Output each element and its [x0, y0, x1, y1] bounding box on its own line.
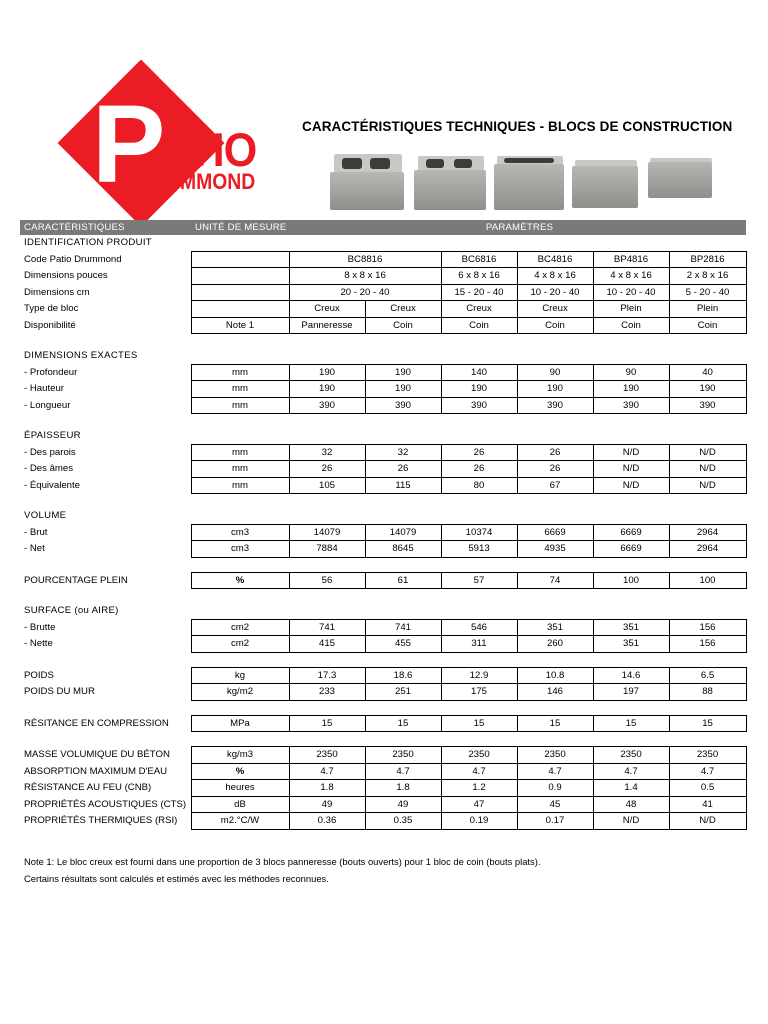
table-cell: 0.17 — [517, 813, 593, 830]
table-cell: 390 — [517, 397, 593, 414]
patio-drummond-logo — [58, 83, 278, 206]
table-cell: 10.8 — [517, 667, 593, 684]
table-cell: 67 — [517, 477, 593, 494]
table-cell: 26 — [517, 461, 593, 478]
table-cell: 351 — [593, 619, 669, 636]
table-cell: 47 — [441, 796, 517, 813]
table-cell: N/D — [669, 477, 746, 494]
header-caracteristiques: CARACTÉRISTIQUES — [20, 220, 191, 235]
table-cell: 2350 — [289, 747, 365, 764]
table-cell: 190 — [289, 381, 365, 398]
table-row — [20, 747, 746, 764]
unit-cell: heures — [191, 780, 289, 797]
table-row — [20, 572, 746, 589]
section-epaisseur — [20, 428, 746, 444]
unit-cell: % — [191, 763, 289, 780]
table-cell: 2350 — [365, 747, 441, 764]
table-cell: 90 — [593, 364, 669, 381]
table-cell: 2964 — [669, 524, 746, 541]
unit-cell: mm — [191, 381, 289, 398]
row-label: - Brutte — [24, 621, 56, 633]
table-cell: 14079 — [289, 524, 365, 541]
unit-cell: mm — [191, 461, 289, 478]
row-label: PROPRIÉTÉS THERMIQUES (RSI) — [24, 815, 178, 827]
row-label: RÉSITANCE EN COMPRESSION — [24, 717, 169, 729]
unit-cell: kg — [191, 667, 289, 684]
row-label: - Profondeur — [24, 366, 78, 378]
block-image-bc6816 — [414, 156, 486, 210]
row-label: PROPRIÉTÉS ACOUSTIQUES (CTS) — [24, 798, 187, 810]
unit-cell: m2.°C/W — [191, 813, 289, 830]
table-cell: 5913 — [441, 541, 517, 558]
table-row — [20, 796, 746, 813]
row-label: - Net — [24, 543, 45, 555]
table-cell: 100 — [593, 572, 669, 589]
table-cell: 10374 — [441, 524, 517, 541]
table-cell: 311 — [441, 636, 517, 653]
row-label: POIDS DU MUR — [24, 686, 95, 698]
logo-letter-p: P — [92, 83, 164, 206]
table-cell: 741 — [289, 619, 365, 636]
table-cell: Coin — [441, 317, 517, 334]
table-cell: Panneresse — [289, 317, 365, 334]
table-row — [20, 763, 746, 780]
table-cell: 15 - 20 - 40 — [441, 284, 517, 301]
unit-cell: MPa — [191, 715, 289, 732]
table-cell: 26 — [289, 461, 365, 478]
table-cell: 17.3 — [289, 667, 365, 684]
table-cell: 4.7 — [593, 763, 669, 780]
table-row — [20, 317, 746, 334]
table-cell: 546 — [441, 619, 517, 636]
table-cell: 0.19 — [441, 813, 517, 830]
table-cell: 15 — [517, 715, 593, 732]
table-cell: 88 — [669, 684, 746, 701]
table-cell: 4.7 — [289, 763, 365, 780]
table-cell: 0.35 — [365, 813, 441, 830]
row-label: - Hauteur — [24, 383, 64, 395]
table-cell: 15 — [669, 715, 746, 732]
table-cell: 2350 — [517, 747, 593, 764]
table-row — [20, 364, 746, 381]
table-cell: N/D — [593, 813, 669, 830]
table-cell: 115 — [365, 477, 441, 494]
table-cell: 10 - 20 - 40 — [517, 284, 593, 301]
section-surface — [20, 603, 746, 619]
row-label: POURCENTAGE PLEIN — [24, 574, 128, 586]
unit-cell: mm — [191, 444, 289, 461]
table-row — [20, 381, 746, 398]
table-cell: N/D — [593, 461, 669, 478]
table-cell: Coin — [365, 317, 441, 334]
table-cell: 10 - 20 - 40 — [593, 284, 669, 301]
logo-text-atio: ATIO — [160, 123, 257, 176]
row-label: - Équivalente — [24, 479, 80, 491]
table-cell: 6669 — [517, 524, 593, 541]
table-cell: 351 — [517, 619, 593, 636]
table-cell: 190 — [289, 364, 365, 381]
table-row — [20, 461, 746, 478]
table-cell: 14079 — [365, 524, 441, 541]
table-cell: 100 — [669, 572, 746, 589]
table-cell: 4.7 — [517, 763, 593, 780]
table-cell: 4935 — [517, 541, 593, 558]
table-cell: 80 — [441, 477, 517, 494]
unit-cell: mm — [191, 477, 289, 494]
row-label: - Des âmes — [24, 463, 74, 475]
table-cell: 4.7 — [669, 763, 746, 780]
table-cell: 1.8 — [289, 780, 365, 797]
table-cell: Coin — [669, 317, 746, 334]
concrete-blocks-illustration — [330, 148, 722, 214]
table-cell: 12.9 — [441, 667, 517, 684]
table-cell: 32 — [289, 444, 365, 461]
table-cell: 4 x 8 x 16 — [517, 268, 593, 285]
table-cell: BC6816 — [441, 251, 517, 268]
table-cell: 390 — [365, 397, 441, 414]
table-cell: 2350 — [669, 747, 746, 764]
table-cell: 26 — [517, 444, 593, 461]
unit-cell: Note 1 — [191, 317, 289, 334]
table-cell: 260 — [517, 636, 593, 653]
table-cell: BC8816 — [289, 251, 441, 268]
table-cell: 197 — [593, 684, 669, 701]
table-cell: N/D — [669, 444, 746, 461]
unit-cell: dB — [191, 796, 289, 813]
table-header-row — [20, 220, 746, 235]
table-cell: 4.7 — [441, 763, 517, 780]
table-cell: BC4816 — [517, 251, 593, 268]
unit-cell: kg/m3 — [191, 747, 289, 764]
table-cell: 390 — [593, 397, 669, 414]
table-row — [20, 667, 746, 684]
table-row — [20, 268, 746, 285]
table-cell: 4.7 — [365, 763, 441, 780]
table-cell: Creux — [441, 301, 517, 318]
table-cell: 1.4 — [593, 780, 669, 797]
table-cell: 90 — [517, 364, 593, 381]
table-cell: 6.5 — [669, 667, 746, 684]
table-cell: Creux — [289, 301, 365, 318]
table-row — [20, 284, 746, 301]
table-row — [20, 477, 746, 494]
table-row — [20, 444, 746, 461]
table-cell: 190 — [365, 364, 441, 381]
table-cell: 190 — [517, 381, 593, 398]
table-cell: 455 — [365, 636, 441, 653]
unit-cell: % — [191, 572, 289, 589]
table-cell: N/D — [593, 444, 669, 461]
unit-cell: mm — [191, 364, 289, 381]
table-cell: 190 — [669, 381, 746, 398]
unit-cell: cm2 — [191, 619, 289, 636]
block-image-bc4816 — [494, 156, 564, 210]
table-cell: 190 — [365, 381, 441, 398]
table-cell: 56 — [289, 572, 365, 589]
table-cell: BP4816 — [593, 251, 669, 268]
table-cell: Coin — [517, 317, 593, 334]
unit-cell: cm3 — [191, 541, 289, 558]
row-label: Disponibilité — [24, 319, 76, 331]
table-cell: 156 — [669, 619, 746, 636]
unit-cell: mm — [191, 397, 289, 414]
table-cell: 1.8 — [365, 780, 441, 797]
table-cell: 15 — [365, 715, 441, 732]
table-cell: 175 — [441, 684, 517, 701]
unit-cell: cm3 — [191, 524, 289, 541]
table-row — [20, 251, 746, 268]
table-cell: 0.9 — [517, 780, 593, 797]
table-row — [20, 780, 746, 797]
footnote-2: Certains résultats sont calculés et estimés avec les méthodes reconnues. — [24, 873, 329, 884]
table-cell: 190 — [441, 381, 517, 398]
table-cell: 190 — [593, 381, 669, 398]
section-title: ÉPAISSEUR — [24, 430, 81, 442]
section-identification — [20, 235, 746, 251]
block-image-bc8816 — [330, 154, 404, 210]
table-cell: 351 — [593, 636, 669, 653]
table-cell: 15 — [441, 715, 517, 732]
table-cell: 1.2 — [441, 780, 517, 797]
table-cell: 5 - 20 - 40 — [669, 284, 746, 301]
row-label: Dimensions pouces — [24, 270, 108, 282]
table-cell: 0.36 — [289, 813, 365, 830]
table-cell: BP2816 — [669, 251, 746, 268]
table-row — [20, 541, 746, 558]
table-cell: 49 — [365, 796, 441, 813]
table-cell: 741 — [365, 619, 441, 636]
section-title: DIMENSIONS EXACTES — [24, 350, 138, 362]
row-label: RÉSISTANCE AU FEU (CNB) — [24, 782, 152, 794]
table-cell: Plein — [593, 301, 669, 318]
section-title: SURFACE (ou AIRE) — [24, 605, 119, 617]
table-row — [20, 619, 746, 636]
table-cell: 57 — [441, 572, 517, 589]
table-cell: 15 — [289, 715, 365, 732]
document-title: CARACTÉRISTIQUES TECHNIQUES - BLOCS DE CONSTRUCTION — [302, 119, 733, 134]
table-cell: 7884 — [289, 541, 365, 558]
table-cell: 15 — [593, 715, 669, 732]
row-label: Code Patio Drummond — [24, 253, 122, 265]
section-dimensions — [20, 348, 746, 364]
table-cell: N/D — [669, 813, 746, 830]
table-cell: 32 — [365, 444, 441, 461]
table-cell: 390 — [289, 397, 365, 414]
header-parametres: PARAMÈTRES — [289, 220, 746, 235]
row-label: MASSE VOLUMIQUE DU BÉTON — [24, 749, 170, 761]
table-cell: 8 x 8 x 16 — [289, 268, 441, 285]
table-row — [20, 715, 746, 732]
table-cell: 140 — [441, 364, 517, 381]
row-label: - Brut — [24, 526, 48, 538]
table-cell: 26 — [441, 444, 517, 461]
row-label: ABSORPTION MAXIMUM D'EAU — [24, 765, 168, 777]
footnote-1: Note 1: Le bloc creux est fourni dans une proportion de 3 blocs panneresse (bouts ouverts) pour 1 bloc de coin (bouts plats). — [24, 856, 541, 867]
row-label: Dimensions cm — [24, 286, 90, 298]
table-cell: 0.5 — [669, 780, 746, 797]
section-volume — [20, 508, 746, 524]
table-row — [20, 684, 746, 701]
block-image-bp2816 — [648, 158, 712, 198]
table-cell: 49 — [289, 796, 365, 813]
table-cell: 2350 — [441, 747, 517, 764]
table-cell: 48 — [593, 796, 669, 813]
row-label: POIDS — [24, 669, 54, 681]
unit-cell: kg/m2 — [191, 684, 289, 701]
table-cell: 2350 — [593, 747, 669, 764]
table-row — [20, 524, 746, 541]
table-cell: 26 — [365, 461, 441, 478]
row-label: Type de bloc — [24, 303, 79, 315]
table-cell: 251 — [365, 684, 441, 701]
table-cell: 390 — [441, 397, 517, 414]
table-cell: 40 — [669, 364, 746, 381]
unit-cell: cm2 — [191, 636, 289, 653]
table-cell: N/D — [669, 461, 746, 478]
table-cell: 415 — [289, 636, 365, 653]
table-cell: 18.6 — [365, 667, 441, 684]
table-row — [20, 301, 746, 318]
table-cell: Creux — [517, 301, 593, 318]
table-row — [20, 813, 746, 830]
table-cell: 105 — [289, 477, 365, 494]
table-cell: 74 — [517, 572, 593, 589]
row-label: - Nette — [24, 638, 53, 650]
specifications-table — [20, 220, 747, 830]
table-cell: 390 — [669, 397, 746, 414]
table-cell: 233 — [289, 684, 365, 701]
table-cell: 6669 — [593, 541, 669, 558]
section-title: VOLUME — [24, 510, 67, 522]
table-cell: 6 x 8 x 16 — [441, 268, 517, 285]
table-row — [20, 636, 746, 653]
logo-text-drummond: DRUMMOND — [138, 169, 256, 194]
table-cell: Plein — [669, 301, 746, 318]
table-cell: 146 — [517, 684, 593, 701]
row-label: - Des parois — [24, 446, 76, 458]
header-unite: UNITÉ DE MESURE — [191, 220, 289, 235]
table-cell: 4 x 8 x 16 — [593, 268, 669, 285]
section-title: IDENTIFICATION PRODUIT — [24, 237, 152, 249]
table-cell: 26 — [441, 461, 517, 478]
table-cell: 2964 — [669, 541, 746, 558]
row-label: - Longueur — [24, 399, 71, 411]
block-image-bp4816 — [572, 160, 638, 208]
table-cell: 6669 — [593, 524, 669, 541]
table-cell: 20 - 20 - 40 — [289, 284, 441, 301]
table-cell: 41 — [669, 796, 746, 813]
table-cell: 61 — [365, 572, 441, 589]
table-cell: Creux — [365, 301, 441, 318]
table-cell: 45 — [517, 796, 593, 813]
table-cell: 14.6 — [593, 667, 669, 684]
table-cell: 2 x 8 x 16 — [669, 268, 746, 285]
table-row — [20, 397, 746, 414]
table-cell: N/D — [593, 477, 669, 494]
table-cell: 156 — [669, 636, 746, 653]
table-cell: Coin — [593, 317, 669, 334]
table-cell: 8645 — [365, 541, 441, 558]
